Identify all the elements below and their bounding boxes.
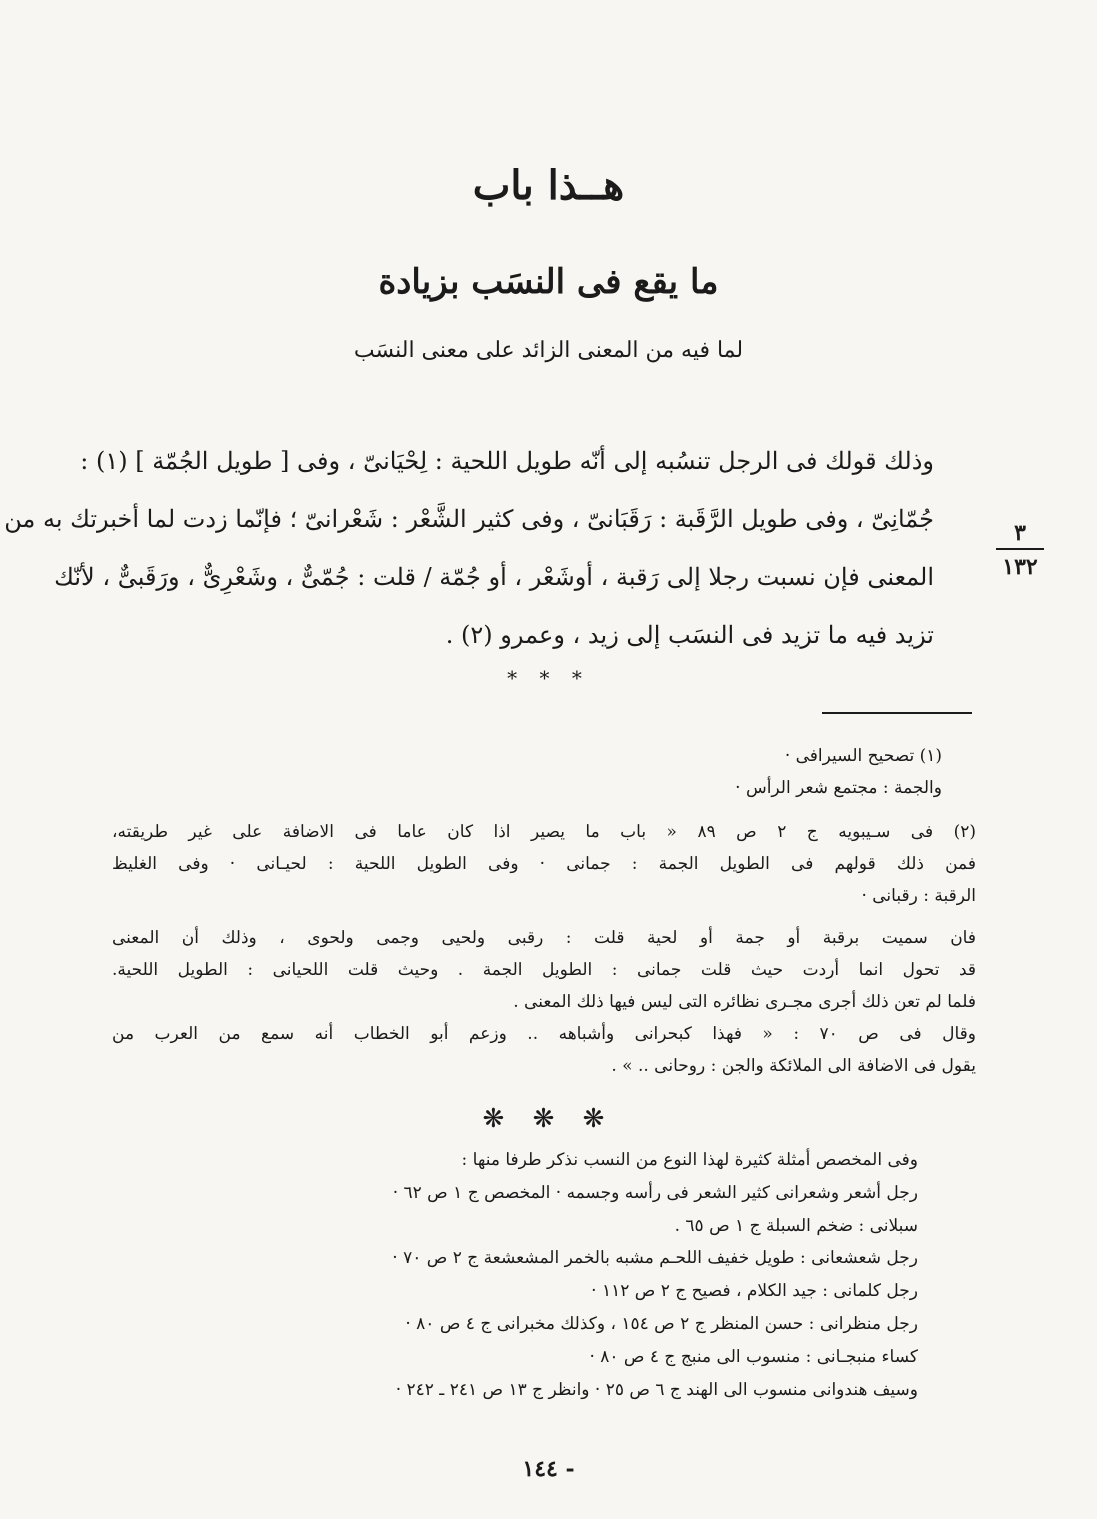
footnote-line: الرقبة : رقبانى · xyxy=(861,886,976,906)
body-line: جُمّانِىّ ، وفى طويل الرَّقَبة : رَقَبَانىّ ، وفى كثير الشَّعْر : شَعْرانىّ ؛ فإنّما زدت لما أخبرتك به من xyxy=(4,505,934,533)
footnote-line: وقال فى ص ٧٠ : « فهذا كبحرانى وأشباهه .. وزعم أبو الخطاب أنه سمع من العرب من xyxy=(112,1024,976,1044)
list-item: رجل كلمانى : جيد الكلام ، فصيح ج ٢ ص ١١٢ · xyxy=(591,1281,918,1302)
chapter-subtitle: ما يقع فى النسَب بزيادة xyxy=(378,262,719,302)
footnote-1 xyxy=(190,740,942,804)
footnote-2 xyxy=(112,816,976,1082)
footnote-line: (٢) فى سـيبويه ج ٢ ص ٨٩ « باب ما يصير اذا كان عاما فى الاضافة على غير طريقته، xyxy=(112,822,976,842)
chapter-subtitle-secondary: لما فيه من المعنى الزائد على معنى النسَب xyxy=(353,338,744,363)
list-item: رجل أشعر وشعرانى كثير الشعر فى رأسه وجسمه · المخصص ج ١ ص ٦٢ · xyxy=(392,1182,918,1203)
main-paragraph xyxy=(4,432,934,664)
margin-ref-bottom: ١٣٢ xyxy=(1002,554,1038,580)
body-line: المعنى فإن نسبت رجلا إلى رَقبة ، أوشَعْر ، أو جُمّة / قلت : جُمّىٌّ ، وشَعْرِىٌّ ، ورَقَبىٌّ ، لأنّك xyxy=(54,563,934,591)
footnote-rule xyxy=(822,712,972,714)
footnote-line: فمن ذلك قولهم فى الطويل الجمة : جمانى · وفى الطويل اللحية : لحيـانى · وفى الغليظ xyxy=(112,854,976,874)
footnote-line: والجمة : مجتمع شعر الرأس · xyxy=(735,778,942,798)
section-separator: * * * xyxy=(507,666,590,690)
list-item: سبلانى : ضخم السبلة ج ١ ص ٦٥ . xyxy=(674,1215,918,1236)
body-line: تزيد فيه ما تزيد فى النسَب إلى زيد ، وعمرو (٢) . xyxy=(445,621,934,649)
footnote-line: (١) تصحيح السيرافى · xyxy=(784,746,942,766)
list-item: كساء منبجـانى : منسوب الى منبج ج ٤ ص ٨٠ · xyxy=(589,1346,918,1367)
margin-ref-top: ٣ xyxy=(1014,520,1026,546)
margin-reference xyxy=(992,520,1048,580)
margin-ref-rule xyxy=(996,548,1044,550)
examples-list xyxy=(140,1144,918,1406)
footnote-line: قد تحول انما أردت حيث قلت جمانى : الطويل الجمة . وحيث قلت اللحيانى : الطويل اللحية. xyxy=(112,960,976,980)
chapter-title: هــذا باب xyxy=(472,162,625,209)
list-item: رجل شعشعانى : طويل خفيف اللحـم مشبه بالخمر المشعشعة ج ٢ ص ٧٠ · xyxy=(392,1248,918,1269)
footnote-line: فان سميت برقبة أو جمة أو لحية قلت : رقبى ولحيى وجمى ولحوى ، وذلك أن المعنى xyxy=(112,928,976,948)
footnote-line: يقول فى الاضافة الى الملائكة والجن : روحانى .. » . xyxy=(611,1056,976,1076)
asterism-separator: ❋ ❋ ❋ xyxy=(482,1104,615,1134)
page-number: - ١٤٤ xyxy=(522,1456,575,1482)
list-item: وسيف هندوانى منسوب الى الهند ج ٦ ص ٢٥ · وانظر ج ١٣ ص ٢٤١ ـ ٢٤٢ · xyxy=(395,1379,918,1400)
list-item: رجل منظرانى : حسن المنظر ج ٢ ص ١٥٤ ، وكذلك مخبرانى ج ٤ ص ٨٠ · xyxy=(405,1313,918,1334)
list-item: وفى المخصص أمثلة كثيرة لهذا النوع من النسب نذكر طرفا منها : xyxy=(461,1150,918,1170)
body-line: وذلك قولك فى الرجل تنسُبه إلى أنّه طويل اللحية : لِحْيَانىّ ، وفى [ طويل الجُمّة ] (١) : xyxy=(80,447,934,475)
footnote-line: فلما لم تعن ذلك أجرى مجـرى نظائره التى ليس فيها ذلك المعنى . xyxy=(513,992,976,1012)
